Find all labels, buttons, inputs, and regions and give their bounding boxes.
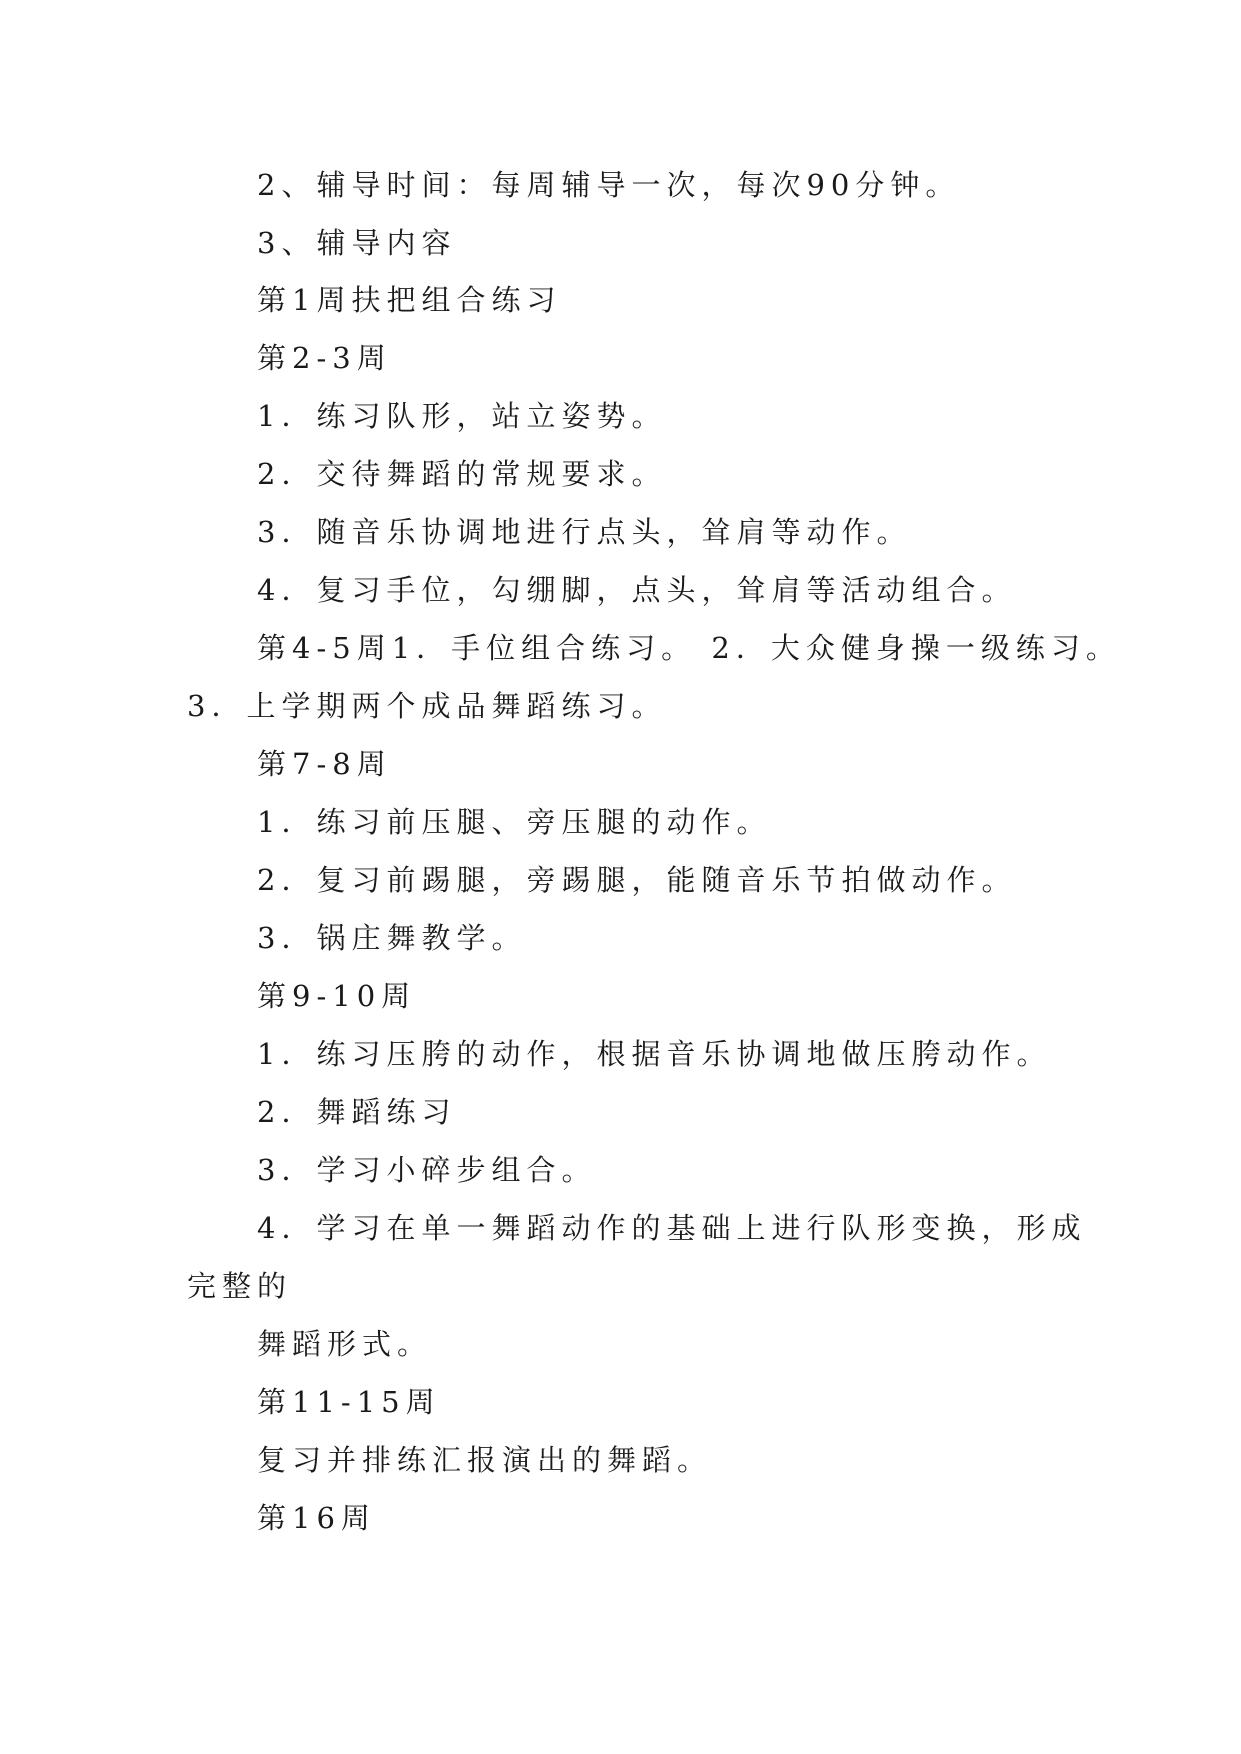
text-line-item: 3．锅庄舞教学。	[257, 921, 527, 955]
text-line-week-2-3-heading: 第2-3周	[257, 341, 392, 375]
text-line-item: 1．练习前压腿、旁压腿的动作。	[257, 805, 772, 839]
text-line-item: 舞蹈形式。	[257, 1327, 433, 1361]
text-line-item: 4．学习在单一舞蹈动作的基础上进行队形变换，形成	[257, 1211, 1087, 1245]
text-line-item: 2．交待舞蹈的常规要求。	[257, 457, 667, 491]
text-line-tutoring-time: 2、辅导时间：每周辅导一次，每次90分钟。	[257, 168, 961, 202]
text-line-continuation: 完整的	[187, 1269, 293, 1303]
text-line-week-1: 第1周扶把组合练习	[257, 283, 562, 317]
text-line-week-16-heading: 第16周	[257, 1501, 376, 1535]
text-line-item: 复习并排练汇报演出的舞蹈。	[257, 1443, 713, 1477]
text-line-item: 3．随音乐协调地进行点头，耸肩等动作。	[257, 515, 912, 549]
text-line-week-11-15-heading: 第11-15周	[257, 1385, 441, 1419]
text-line-item: 2．复习前踢腿，旁踢腿，能随音乐节拍做动作。	[257, 863, 1017, 897]
text-line-item: 2．舞蹈练习	[257, 1095, 457, 1129]
text-line-tutoring-content-heading: 3、辅导内容	[257, 226, 457, 260]
text-line-week-7-8-heading: 第7-8周	[257, 747, 392, 781]
text-line-week-4-5: 第4-5周1．手位组合练习。 2．大众健身操一级练习。	[257, 631, 1121, 665]
text-line-item: 4．复习手位，勾绷脚，点头，耸肩等活动组合。	[257, 573, 1017, 607]
text-line-week-9-10-heading: 第9-10周	[257, 979, 417, 1013]
text-line-item: 3．学习小碎步组合。	[257, 1153, 597, 1187]
text-line-item: 1．练习压胯的动作，根据音乐协调地做压胯动作。	[257, 1037, 1052, 1071]
text-line-continuation: 3．上学期两个成品舞蹈练习。	[187, 689, 667, 723]
text-line-item: 1．练习队形，站立姿势。	[257, 399, 667, 433]
